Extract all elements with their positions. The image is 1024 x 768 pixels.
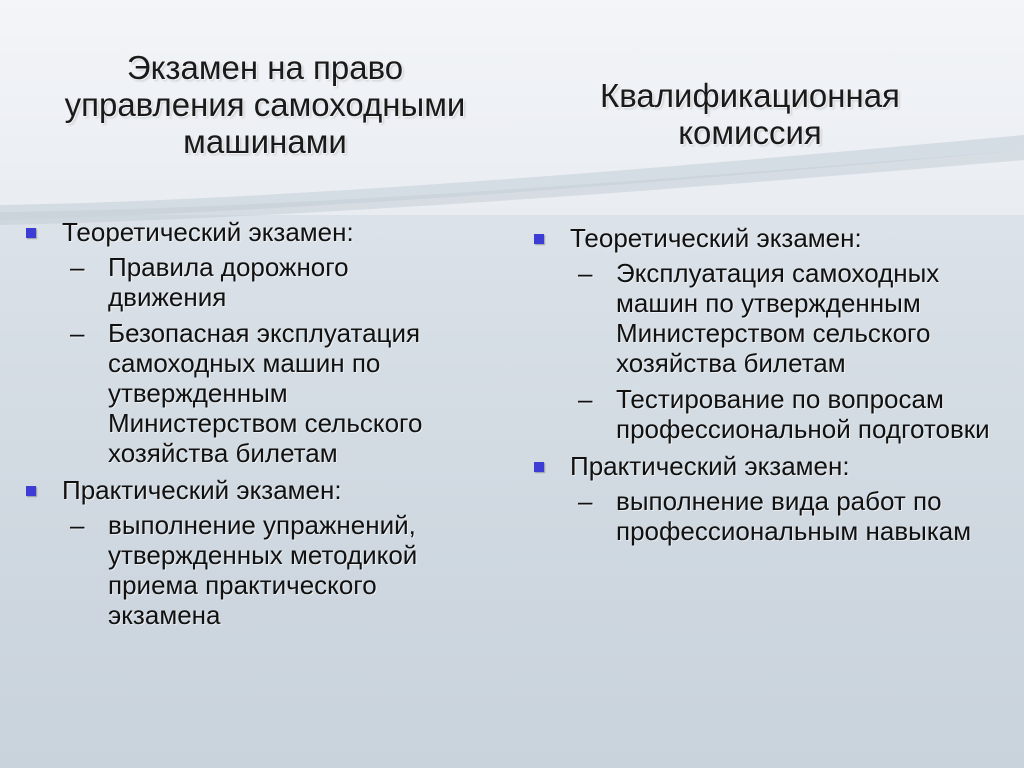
sub-item-text: Эксплуатация самоходных машин по утвержденным Министерством сельского хозяйства билетам bbox=[616, 258, 940, 378]
square-bullet-icon bbox=[26, 228, 36, 238]
sub-list-item bbox=[22, 318, 462, 468]
dash-bullet: – bbox=[578, 486, 593, 516]
practice-label: Практический экзамен: bbox=[570, 451, 850, 481]
list-item-theory bbox=[22, 216, 462, 248]
sub-list-item bbox=[22, 252, 462, 312]
theory-label: Теоретический экзамен: bbox=[570, 223, 862, 253]
sub-list-item bbox=[530, 384, 1010, 444]
square-bullet-icon bbox=[534, 462, 544, 472]
sub-item-text: Правила дорожного движения bbox=[108, 252, 349, 312]
sub-item-text: выполнение вида работ по профессиональным навыкам bbox=[616, 486, 972, 546]
dash-bullet: – bbox=[578, 258, 593, 288]
sub-list-item bbox=[22, 510, 462, 630]
sub-list-item bbox=[530, 258, 1010, 378]
left-title-line-2: управления самоходными bbox=[64, 86, 466, 123]
sub-item-text: Тестирование по вопросам профессиональной подготовки bbox=[616, 384, 990, 444]
right-title-line-1: Квалификационная bbox=[600, 77, 900, 114]
right-column bbox=[530, 222, 1010, 552]
theory-label: Теоретический экзамен: bbox=[62, 217, 354, 247]
dash-bullet: – bbox=[578, 384, 593, 414]
left-column bbox=[22, 216, 462, 636]
sub-item-text: выполнение упражнений, утвержденных методикой приема практического экзамена bbox=[108, 510, 418, 630]
list-item-theory bbox=[530, 222, 1010, 254]
left-title-line-3: машинами bbox=[183, 123, 347, 160]
list-item-practice bbox=[530, 450, 1010, 482]
right-column-title bbox=[545, 77, 955, 151]
square-bullet-icon bbox=[26, 486, 36, 496]
left-column-title bbox=[40, 49, 490, 160]
square-bullet-icon bbox=[534, 234, 544, 244]
list-item-practice bbox=[22, 474, 462, 506]
sub-list-item bbox=[530, 486, 1010, 546]
right-title-line-2: комиссия bbox=[678, 114, 822, 151]
practice-label: Практический экзамен: bbox=[62, 475, 342, 505]
left-title-line-1: Экзамен на право bbox=[126, 49, 404, 86]
sub-item-text: Безопасная эксплуатация самоходных машин по утвержденным Министерством сельского хозяйства билетам bbox=[108, 318, 423, 468]
dash-bullet: – bbox=[70, 252, 85, 282]
dash-bullet: – bbox=[70, 510, 85, 540]
dash-bullet: – bbox=[70, 318, 85, 348]
